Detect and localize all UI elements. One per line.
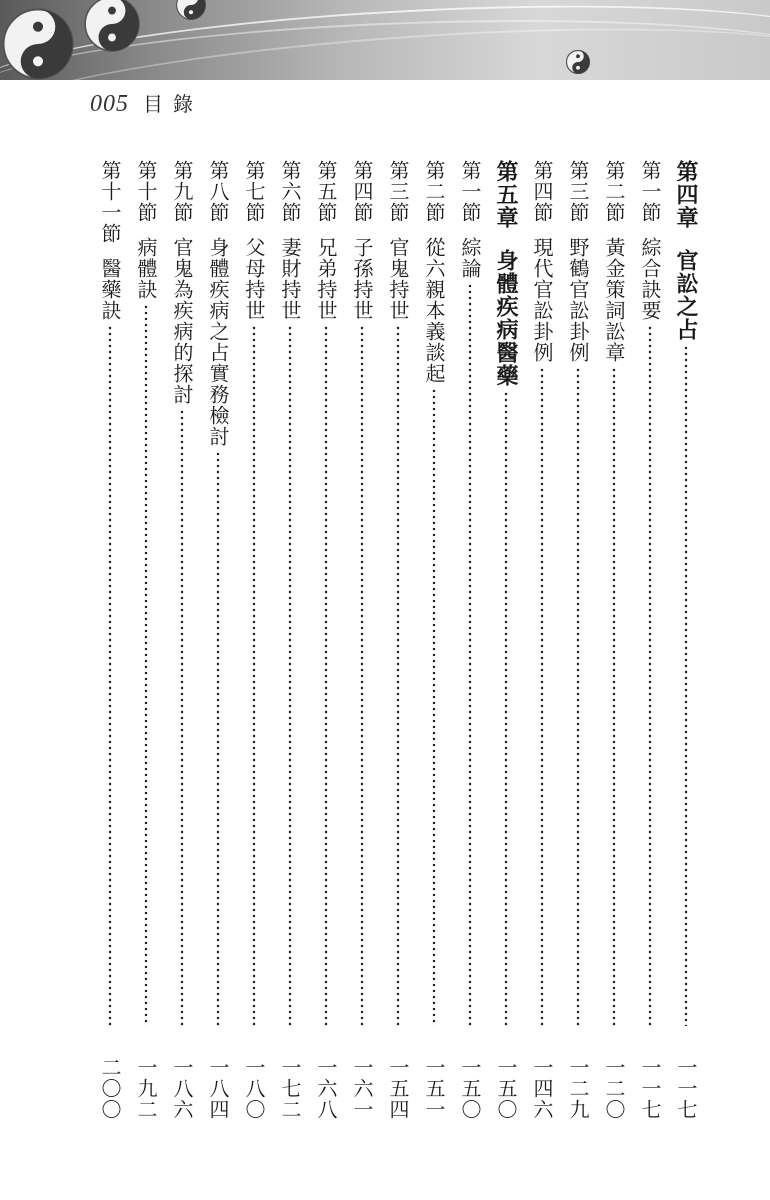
page-reference: 一四六 [530,1057,554,1120]
page-reference: 一八〇 [242,1057,266,1120]
chapter-number: 第五章 [493,160,519,229]
chapter-title: 官訟之占 [673,249,699,341]
dot-leader [468,283,472,1026]
dot-leader [612,367,616,1026]
section-number: 第四節 [530,160,554,223]
dot-leader [504,391,508,1026]
section-number: 第一節 [638,160,662,223]
section-title: 兄弟持世 [314,237,338,321]
toc-section-entry[interactable] [132,160,160,1120]
dot-leader [396,325,400,1026]
page-reference: 一五四 [386,1057,410,1120]
taiji-icon [2,8,74,80]
toc-section-entry[interactable] [312,160,340,1120]
toc-section-entry[interactable] [420,160,448,1120]
page-reference: 一二〇 [602,1057,626,1120]
toc-section-entry[interactable] [168,160,196,1120]
dot-leader [252,325,256,1026]
section-title: 妻財持世 [278,237,302,321]
section-title: 醫藥訣 [98,258,122,321]
page-reference: 一八四 [206,1057,230,1120]
toc-section-entry[interactable] [204,160,232,1120]
table-of-contents [96,160,700,1120]
dot-leader [216,451,220,1026]
section-title: 身體疾病之占實務檢討 [206,237,230,447]
taiji-icon [566,50,590,74]
page-reference: 一九二 [134,1057,158,1120]
dot-leader [684,345,688,1026]
section-title: 綜合訣要 [638,237,662,321]
section-number: 第六節 [278,160,302,223]
dot-leader [540,367,544,1026]
page-reference: 一八六 [170,1057,194,1120]
section-title: 官鬼為疾病的探討 [170,237,194,405]
toc-chapter-entry[interactable] [492,160,520,1120]
toc-section-entry[interactable] [276,160,304,1120]
section-number: 第一節 [458,160,482,223]
section-number: 第三節 [566,160,590,223]
page-number: 005 [90,91,129,117]
toc-section-entry[interactable] [240,160,268,1120]
section-number: 第五節 [314,160,338,223]
toc-section-entry[interactable] [636,160,664,1120]
section-number: 第十一節 [98,160,122,244]
section-title: 父母持世 [242,237,266,321]
section-title: 綜論 [458,237,482,279]
section-number: 第三節 [386,160,410,223]
section-title: 子孫持世 [350,237,374,321]
chapter-title: 身體疾病醫藥 [493,249,519,387]
toc-section-entry[interactable] [348,160,376,1120]
page-reference: 一五〇 [494,1057,518,1120]
section-number: 第七節 [242,160,266,223]
page-reference: 二〇〇 [98,1057,122,1120]
page-reference: 一二九 [566,1057,590,1120]
taiji-icon [176,0,206,20]
page-reference: 一六一 [350,1057,374,1120]
section-number: 第九節 [170,160,194,223]
taiji-icon [84,0,140,52]
section-title: 現代官訟卦例 [530,237,554,363]
toc-section-entry[interactable] [528,160,556,1120]
section-number: 第二節 [602,160,626,223]
section-title: 野鶴官訟卦例 [566,237,590,363]
section-title: 病體訣 [134,237,158,300]
toc-section-entry[interactable] [96,160,124,1120]
section-number: 第二節 [422,160,446,223]
dot-leader [144,304,148,1026]
page-reference: 一六八 [314,1057,338,1120]
chapter-number: 第四章 [673,160,699,229]
dot-leader [576,367,580,1026]
toc-section-entry[interactable] [456,160,484,1120]
dot-leader [360,325,364,1026]
page-reference: 一一七 [674,1057,698,1120]
dot-leader [432,388,436,1026]
page-reference: 一五〇 [458,1057,482,1120]
dot-leader [288,325,292,1026]
dot-leader [108,325,112,1026]
dot-leader [324,325,328,1026]
page-reference: 一七二 [278,1057,302,1120]
page-reference: 一五一 [422,1057,446,1120]
section-number: 第十節 [134,160,158,223]
toc-chapter-entry[interactable] [672,160,700,1120]
toc-section-entry[interactable] [600,160,628,1120]
section-number: 第四節 [350,160,374,223]
toc-section-entry[interactable] [384,160,412,1120]
page-title: 目錄 [143,92,203,116]
page-header [90,88,203,120]
page-reference: 一一七 [638,1057,662,1120]
decorative-header-banner [0,0,770,80]
section-title: 從六親本義談起 [422,237,446,384]
toc-section-entry[interactable] [564,160,592,1120]
dot-leader [180,409,184,1026]
dot-leader [648,325,652,1026]
section-title: 黃金策詞訟章 [602,237,626,363]
section-number: 第八節 [206,160,230,223]
section-title: 官鬼持世 [386,237,410,321]
